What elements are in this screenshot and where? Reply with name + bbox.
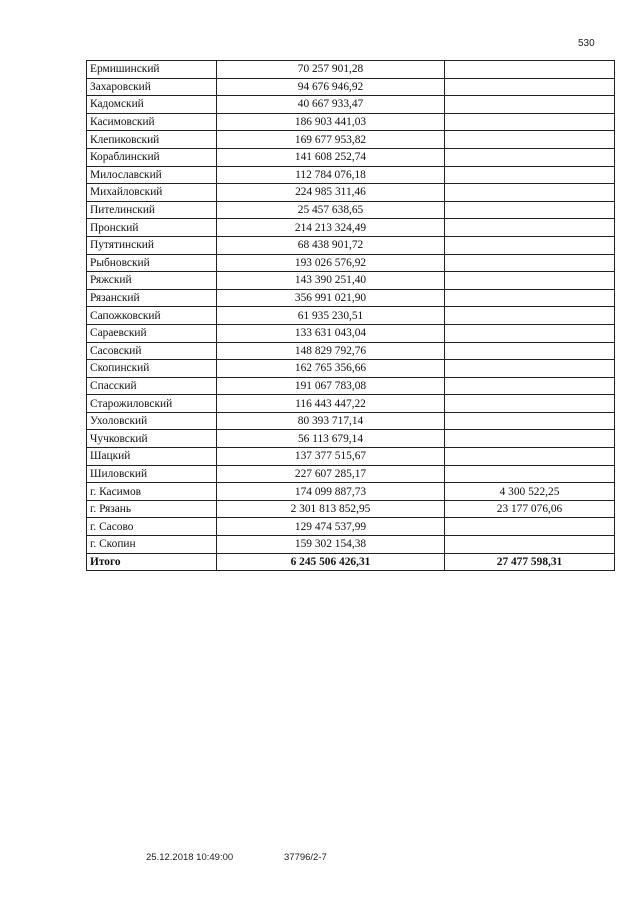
subsidy-cell	[445, 395, 615, 413]
subsidy-cell	[445, 236, 615, 254]
subsidy-cell	[445, 166, 615, 184]
table-row	[87, 307, 615, 325]
district-name-cell: Рыбновский	[87, 254, 217, 272]
amount-cell: 40 667 933,47	[217, 96, 445, 114]
table-row	[87, 254, 615, 272]
subsidy-cell	[445, 272, 615, 290]
table-row	[87, 78, 615, 96]
table-row	[87, 272, 615, 290]
amount-cell: 61 935 230,51	[217, 307, 445, 325]
subsidy-cell	[445, 324, 615, 342]
amount-cell: 227 607 285,17	[217, 465, 445, 483]
district-name-cell: Пронский	[87, 219, 217, 237]
subsidy-cell	[445, 184, 615, 202]
district-name-cell: Пителинский	[87, 201, 217, 219]
district-name-cell: Итого	[87, 553, 217, 571]
subsidy-cell	[445, 360, 615, 378]
amount-cell: 159 302 154,38	[217, 536, 445, 554]
district-name-cell: Сасовский	[87, 342, 217, 360]
table-row	[87, 536, 615, 554]
district-name-cell: Сапожковский	[87, 307, 217, 325]
footer-datetime: 25.12.2018 10:49:00	[146, 852, 234, 863]
table-row	[87, 448, 615, 466]
amount-cell: 112 784 076,18	[217, 166, 445, 184]
table-row	[87, 236, 615, 254]
amount-cell: 80 393 717,14	[217, 412, 445, 430]
table-row	[87, 148, 615, 166]
subsidy-cell	[445, 465, 615, 483]
amount-cell: 70 257 901,28	[217, 61, 445, 79]
district-name-cell: г. Скопин	[87, 536, 217, 554]
table-row	[87, 131, 615, 149]
district-name-cell: Шацкий	[87, 448, 217, 466]
district-name-cell: Касимовский	[87, 113, 217, 131]
district-name-cell: Клепиковский	[87, 131, 217, 149]
district-name-cell: Кадомский	[87, 96, 217, 114]
district-name-cell: Захаровский	[87, 78, 217, 96]
amount-cell: 2 301 813 852,95	[217, 500, 445, 518]
page-number: 530	[578, 38, 595, 49]
table-body	[87, 61, 615, 571]
subsidy-cell	[445, 78, 615, 96]
amount-cell: 6 245 506 426,31	[217, 553, 445, 571]
table-row	[87, 483, 615, 501]
table-row	[87, 184, 615, 202]
district-name-cell: Кораблинский	[87, 148, 217, 166]
amount-cell: 94 676 946,92	[217, 78, 445, 96]
table-row	[87, 166, 615, 184]
amount-cell: 56 113 679,14	[217, 430, 445, 448]
amount-cell: 133 631 043,04	[217, 324, 445, 342]
table-row	[87, 412, 615, 430]
district-name-cell: Спасский	[87, 377, 217, 395]
subsidy-cell	[445, 518, 615, 536]
table-row	[87, 289, 615, 307]
subsidy-cell	[445, 307, 615, 325]
district-name-cell: Ухоловский	[87, 412, 217, 430]
subsidy-cell	[445, 289, 615, 307]
amount-cell: 214 213 324,49	[217, 219, 445, 237]
district-name-cell: г. Касимов	[87, 483, 217, 501]
subsidy-cell	[445, 61, 615, 79]
table-row	[87, 465, 615, 483]
subsidy-cell	[445, 342, 615, 360]
subsidy-cell	[445, 96, 615, 114]
table-row	[87, 377, 615, 395]
subsidy-cell	[445, 448, 615, 466]
table-row	[87, 500, 615, 518]
amount-cell: 68 438 901,72	[217, 236, 445, 254]
footer-doc-number: 37796/2-7	[284, 852, 327, 863]
amount-cell: 162 765 356,66	[217, 360, 445, 378]
subsidy-cell	[445, 131, 615, 149]
subsidy-cell	[445, 201, 615, 219]
subsidy-cell	[445, 536, 615, 554]
subsidy-cell: 27 477 598,31	[445, 553, 615, 571]
table-row	[87, 324, 615, 342]
table-row	[87, 113, 615, 131]
amount-cell: 148 829 792,76	[217, 342, 445, 360]
district-name-cell: Ермишинский	[87, 61, 217, 79]
amount-cell: 143 390 251,40	[217, 272, 445, 290]
amount-cell: 129 474 537,99	[217, 518, 445, 536]
table-row	[87, 342, 615, 360]
amount-cell: 224 985 311,46	[217, 184, 445, 202]
amount-cell: 169 677 953,82	[217, 131, 445, 149]
district-name-cell: Рязанский	[87, 289, 217, 307]
subsidy-cell	[445, 219, 615, 237]
district-name-cell: Скопинский	[87, 360, 217, 378]
subsidy-cell: 4 300 522,25	[445, 483, 615, 501]
amount-cell: 137 377 515,67	[217, 448, 445, 466]
budget-table	[86, 60, 615, 571]
subsidy-cell: 23 177 076,06	[445, 500, 615, 518]
district-name-cell: Шиловский	[87, 465, 217, 483]
district-name-cell: Ряжский	[87, 272, 217, 290]
amount-cell: 174 099 887,73	[217, 483, 445, 501]
district-name-cell: Чучковский	[87, 430, 217, 448]
table-row	[87, 518, 615, 536]
subsidy-cell	[445, 254, 615, 272]
amount-cell: 356 991 021,90	[217, 289, 445, 307]
subsidy-cell	[445, 377, 615, 395]
district-name-cell: г. Рязань	[87, 500, 217, 518]
district-name-cell: Старожиловский	[87, 395, 217, 413]
table-row	[87, 395, 615, 413]
amount-cell: 186 903 441,03	[217, 113, 445, 131]
subsidy-cell	[445, 148, 615, 166]
table-row	[87, 430, 615, 448]
amount-cell: 191 067 783,08	[217, 377, 445, 395]
table-row	[87, 61, 615, 79]
district-name-cell: г. Сасово	[87, 518, 217, 536]
total-row	[87, 553, 615, 571]
table-row	[87, 219, 615, 237]
amount-cell: 193 026 576,92	[217, 254, 445, 272]
amount-cell: 116 443 447,22	[217, 395, 445, 413]
amount-cell: 141 608 252,74	[217, 148, 445, 166]
subsidy-cell	[445, 412, 615, 430]
table-row	[87, 96, 615, 114]
district-name-cell: Сараевский	[87, 324, 217, 342]
district-name-cell: Михайловский	[87, 184, 217, 202]
table-row	[87, 360, 615, 378]
district-name-cell: Путятинский	[87, 236, 217, 254]
district-name-cell: Милославский	[87, 166, 217, 184]
table-row	[87, 201, 615, 219]
subsidy-cell	[445, 430, 615, 448]
subsidy-cell	[445, 113, 615, 131]
amount-cell: 25 457 638,65	[217, 201, 445, 219]
